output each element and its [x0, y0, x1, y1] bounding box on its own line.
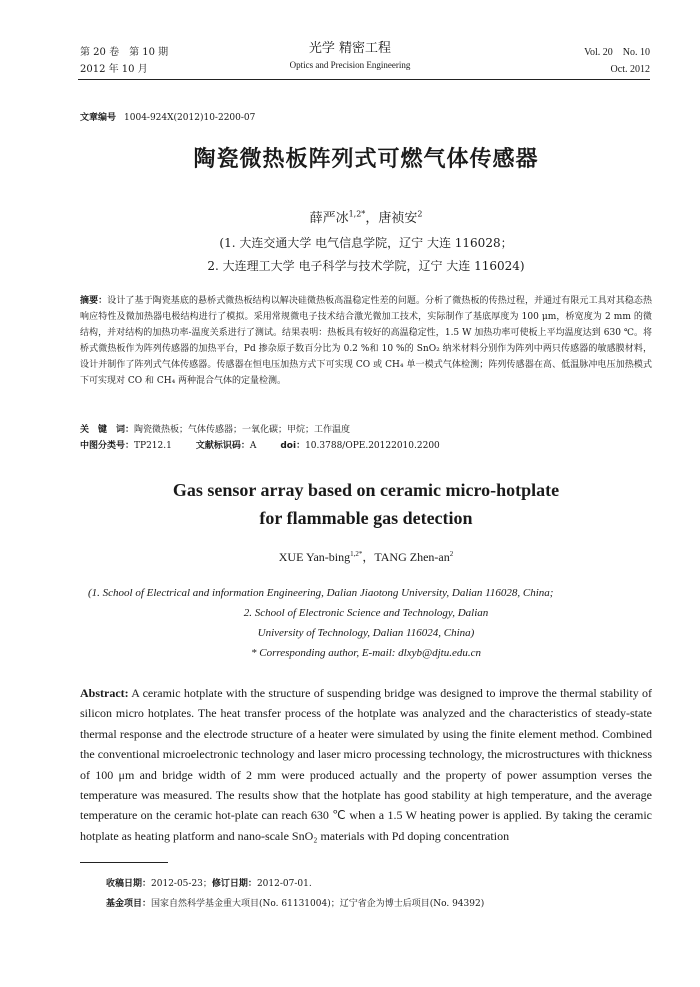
clc-label: 中图分类号：	[80, 441, 135, 451]
title-cn: 陶瓷微热板阵列式可燃气体传感器	[193, 147, 539, 172]
abstract-cn	[80, 293, 652, 389]
title-en	[80, 476, 652, 532]
article-number-value: 1004-924X(2012)10-2200-07	[124, 113, 256, 123]
fund-line	[106, 894, 484, 914]
author-2-cn: 唐祯安	[378, 211, 418, 226]
affiliations-en	[80, 583, 652, 663]
affiliations-cn	[80, 232, 652, 278]
doc-code-value: A	[249, 441, 257, 451]
title-en-line-2: for flammable gas detection	[259, 508, 473, 528]
article-number-label: 文章编号	[80, 113, 117, 123]
date-en: Oct. 2012	[610, 64, 650, 75]
author-sep-en: ，	[362, 550, 375, 564]
author-2-cn-sup: 2	[417, 209, 423, 219]
journal-name-en: Optics and Precision Engineering	[289, 60, 411, 70]
classification-line	[80, 438, 652, 454]
header-center	[250, 40, 450, 72]
affiliation-cn-1: (1. 大连交通大学 电气信息学院，辽宁 大连 116028；	[219, 236, 513, 250]
author-1-en: XUE Yan-bing	[278, 550, 351, 564]
doi-label: doi：	[280, 441, 306, 451]
corresponding-author: * Corresponding author, E-mail: dlxyb@djtu.edu.cn	[251, 647, 481, 659]
received-value: 2012-05-23；	[151, 879, 212, 889]
clc-value: TP212.1	[134, 441, 172, 451]
abstract-en-label: Abstract:	[80, 686, 129, 700]
affiliation-en-1: (1. School of Electrical and information Engineering, Dalian Jiaotong University, Dalian 116028, China;	[88, 587, 554, 599]
authors-cn	[80, 207, 652, 226]
article-number	[80, 110, 255, 123]
keywords-cn-text: 陶瓷微热板；气体传感器；一氧化碳；甲烷；工作温度	[134, 425, 351, 435]
abstract-en	[80, 683, 652, 846]
doi-value[interactable]: 10.3788/OPE.20122010.2200	[305, 441, 440, 451]
volume-cn: 第 20 卷 第 10 期	[80, 47, 169, 58]
affiliation-cn-2: 2. 大连理工大学 电子科学与技术学院，辽宁 大连 116024)	[207, 259, 525, 273]
header-left	[80, 44, 168, 78]
header-rule	[78, 79, 650, 80]
footnote	[106, 874, 484, 914]
received-label: 收稿日期：	[106, 879, 152, 889]
author-1-cn-sup: 1,2*	[348, 209, 366, 219]
keywords-cn	[80, 422, 652, 438]
title-en-line-1: Gas sensor array based on ceramic micro-hotplate	[172, 480, 560, 500]
header-right	[584, 44, 650, 78]
affiliation-en-2: 2. School of Electronic Science and Technology, Dalian	[243, 607, 489, 619]
author-2-en: TANG Zhen-an	[374, 550, 450, 564]
author-1-en-sup: 1,2*	[350, 550, 363, 558]
affiliation-en-3: University of Technology, Dalian 116024, China)	[257, 627, 475, 639]
doc-code-label: 文献标识码：	[195, 441, 250, 451]
author-2-en-sup: 2	[449, 550, 454, 558]
keywords-cn-label: 关 键 词：	[80, 425, 135, 435]
fund-value: 国家自然科学基金重大项目(No. 61131004)；辽宁省企为博士后项目(No. 94392)	[151, 899, 485, 909]
revised-label: 修订日期：	[211, 879, 257, 889]
journal-name-cn: 光学 精密工程	[308, 41, 392, 56]
footnote-rule	[80, 862, 168, 863]
abstract-en-text: A ceramic hotplate with the structure of suspending bridge was designed to improve the thermal stability of silicon micro hotplates. The heat transfer process of the hotplate was analyzed and the characteristics of steady-state thermal response and the electrode structure of a heater were simulated by using the finite element method. Combined the conventional microelectronic technology and laser micro processing technology, the microstructures with thickness of 100 μm and bridge width of 2 mm were produced actually and the property of power assumption verses the temperature was measured. The results show that the hotplate has good stability at high temperature, and the average temperature on the ceramic hot-plate can reach 630 ℃ when a 1.5 W heating power is applied. By taking the ceramic hotplate as heating platform and nano-scale SnO₂ materials with Pd doping concentration	[80, 686, 652, 843]
abstract-cn-label: 摘要：	[80, 296, 108, 306]
revised-value: 2012-07-01.	[256, 879, 312, 889]
authors-en	[80, 548, 652, 565]
dates-line	[106, 874, 484, 894]
date-cn: 2012 年 10 月	[80, 64, 148, 75]
volume-en: Vol. 20 No. 10	[584, 47, 650, 58]
fund-label: 基金项目：	[106, 899, 152, 909]
author-1-cn: 薛严冰	[309, 211, 349, 226]
abstract-cn-text: 设计了基于陶瓷基底的悬桥式微热板结构以解决硅微热板高温稳定性差的问题。分析了微热板的传热过程，并通过有限元工具对其稳态热响应特性及微加热器电极结构进行了模拟。采用常规微电子技术结合激光微加工技术，实际制作了基底厚度为 100 μm，桥宽度为 2 mm 的微结构，并对结构的加热功率-温度关系进行了测试。结果表明：热板具有较好的高温稳定性，1.5 W 加热功率可使板上平均温度达到 630 ℃。将桥式微热板作为阵列传感器的加热平台，Pd 掺杂原子数百分比为 0.2 %和 10 %的 SnO₂ 纳米材料分别作为阵列中两只传感器的敏感膜材料，设计并制作了阵列式气体传感器。传感器在恒电压加热方式下可实现 CO 或 CH₄ 单一模式气体检测；阵列传感器在高、低温脉冲电压加热模式下可实现对 CO 和 CH₄ 两种混合气体的定量检测。	[80, 296, 652, 386]
author-sep-cn: ，	[365, 211, 379, 226]
